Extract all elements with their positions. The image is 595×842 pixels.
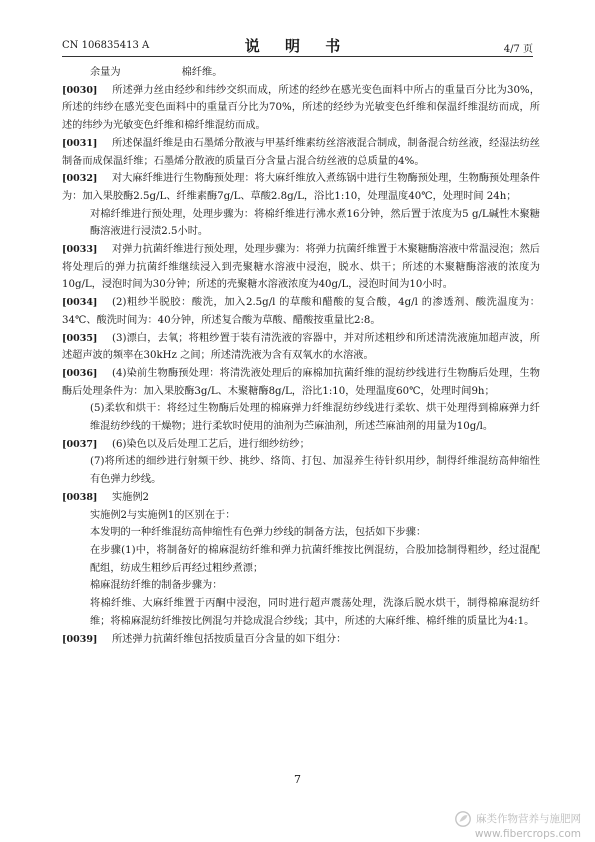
watermark-line-1 (454, 810, 581, 828)
page-header (62, 38, 533, 56)
paragraph-text: 余量为 棉纤维。 (90, 67, 223, 78)
paragraph-number: [0036] (62, 367, 98, 379)
paragraph-text: (7)将所述的细纱进行射频干纱、挑纱、络筒、打包、加湿养生待针织用纱，制得纤维混纺高伸缩性有色弹力纱线。 (90, 456, 540, 486)
paragraph (62, 241, 540, 294)
watermark-url: www.fibercrops.com (474, 828, 581, 840)
paragraph (62, 330, 540, 365)
paragraph-number: [0037] (62, 438, 98, 450)
watermark-site-name: 麻类作物营养与施肥网 (476, 813, 581, 825)
paragraph-text: 对弹力抗菌纤维进行预处理，处理步骤为：将弹力抗菌纤维置于木聚糖酶溶液中常温浸泡；然后将处理后的弹力抗菌纤维继续浸入到壳聚糖水溶液中浸泡，脱水、烘干；所述的木聚糖酶溶液的浓度为10g/L，浸泡时间为30分钟；所述的壳聚糖水溶液浓度为40g/L，浸泡时间为10小时。 (62, 244, 540, 291)
paragraph-number: [0032] (62, 173, 98, 185)
paragraph (62, 206, 540, 241)
paragraph (62, 542, 540, 577)
paragraph-text: 所述保温纤维是由石墨烯分散液与甲基纤维素纺丝溶液混合制成，制备混合纺丝液，经湿法纺丝制备而成保温纤维；石墨烯分散液的质量百分含量占混合纺丝液的总质量的4%。 (62, 137, 540, 167)
patent-number: CN 106835413 A (62, 40, 150, 51)
paragraph-text: 实施例2与实施例1的区别在于： (90, 509, 236, 521)
paragraph-number: [0033] (62, 244, 98, 256)
paragraph (62, 631, 540, 649)
paragraph-text: 对大麻纤维进行生物酶预处理：将大麻纤维放入煮练锅中进行生物酶预处理，生物酶预处理条件为：加入果胶酶2.5g/L、纤维素酶7g/L、草酸2.8g/L，浴比1:10，处理温度40℃，处理时间 24h； (62, 173, 540, 202)
document-body (62, 64, 540, 648)
document-title: 说 明 书 (244, 37, 351, 55)
paragraph-text: (5)柔软和烘干：将经过生物酶后处理的棉麻弹力纤维混纺纱线进行柔软、烘干处理得到棉麻弹力纤维混纺纱线的干燥物；进行柔软时使用的油剂为苎麻油剂，所述苎麻油剂的用量为10g/l。 (90, 403, 540, 433)
page-number: 7 (294, 773, 301, 786)
paragraph (62, 595, 540, 630)
paragraph (62, 524, 540, 542)
paragraph-text: 所述弹力丝由经纱和纬纱交织而成，所述的经纱在感光变色面料中所占的重量百分比为30%，所述的纬纱在感光变色面料中的重量百分比为70%，所述的经纱为光敏变色纤维和保温纤维混纺而成，所述的纬纱为光敏变色纤维和棉纤维混纺而成。 (62, 84, 540, 132)
paragraph-number: [0038] (62, 491, 98, 503)
paragraph-number: [0034] (62, 297, 98, 309)
paragraph-text: 本发明的一种纤维混纺高伸缩性有色弹力纱线的制备方法，包括如下步骤： (90, 527, 427, 539)
paragraph-text: 实施例2 (112, 491, 150, 503)
leaf-logo-icon (454, 810, 472, 828)
paragraph-text: 棉麻混纺纤维的制备步骤为： (90, 580, 223, 592)
paragraph (62, 64, 540, 82)
paragraph (62, 170, 540, 205)
paragraph (62, 489, 540, 507)
paragraph-text: 对棉纤维进行预处理，处理步骤为：将棉纤维进行沸水煮16分钟，然后置于浓度为5 g/L碱性木聚糖酶溶液进行浸渍2.5小时。 (90, 208, 540, 238)
paragraph-text: 所述弹力抗菌纤维包括按质量百分含量的如下组分： (112, 633, 347, 645)
paragraph (62, 294, 540, 329)
paragraph (62, 135, 540, 170)
paragraph-text: (4)染前生物酶预处理：将清洗液处理后的麻棉加抗菌纤维的混纺纱线进行生物酶后处理，生物酶后处理条件为：加入果胶酶3g/L、木聚糖酶8g/L，浴比1:10，处理温度60℃，处理时间9h； (62, 367, 540, 397)
paragraph (62, 436, 540, 454)
paragraph-number: [0035] (62, 332, 98, 344)
paragraph-text: (3)漂白，去氧；将粗纱置于装有清洗液的容器中，并对所述粗纱和所述清洗液施加超声波，所述超声波的频率在30kHz 之间；所述清洗液为含有双氧水的水溶液。 (62, 332, 540, 362)
paragraph-text: 在步骤(1)中，将制备好的棉麻混纺纤维和弹力抗菌纤维按比例混纺，合股加捻制得粗纱，经过混配配组，纺成生粗纱后再经过粗纱煮漂； (90, 544, 540, 574)
paragraph-number: [0030] (62, 84, 98, 96)
paragraph-text: (6)染色以及后处理工艺后，进行细纱纺纱； (112, 438, 310, 450)
paragraph-text: (2)粗纱半脱胶：酸洗，加入2.5g/l 的草酸和醋酸的复合酸，4g/l 的渗透剂、酸洗温度为：34℃、酸洗时间为：40分钟，所述复合酸为草酸、醋酸按重量比2:8。 (62, 297, 540, 326)
paragraph (62, 577, 540, 595)
paragraph-number: [0039] (62, 633, 98, 645)
paragraph (62, 400, 540, 435)
paragraph (62, 365, 540, 400)
header-divider (62, 56, 533, 57)
paragraph (62, 453, 540, 488)
paragraph-text: 将棉纤维、大麻纤维置于丙酮中浸泡，同时进行超声震荡处理，洗涤后脱水烘干，制得棉麻混纺纤维；将棉麻混纺纤维按比例混匀并捻成混合纱线；其中，所述的大麻纤维、棉纤维的质量比为4:1。 (90, 598, 540, 627)
paragraph (62, 82, 540, 135)
page-counter: 4/7 页 (503, 44, 533, 55)
paragraph-number: [0031] (62, 137, 98, 149)
watermark (454, 810, 581, 841)
paragraph (62, 507, 540, 525)
